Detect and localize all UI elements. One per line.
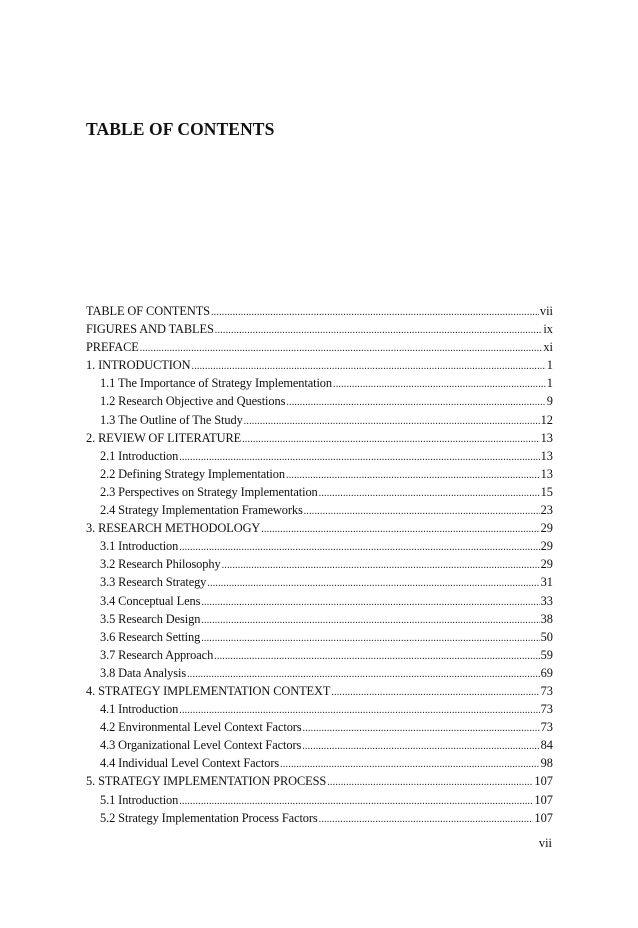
toc-entry-page: 98 [540,756,553,771]
toc-entry-page: 50 [540,629,553,644]
toc-entry-page: 73 [540,702,553,717]
toc-entry-title: 2.1 Introduction [100,448,179,463]
dot-leader [302,738,539,756]
toc-entry-title: 3. RESEARCH METHODOLOGY [86,521,261,536]
dot-leader [211,304,539,322]
dot-leader [201,630,539,648]
toc-entry [86,374,553,392]
dot-leader [179,539,539,557]
toc-entry-title: 5.2 Strategy Implementation Process Factors [100,810,318,825]
toc-entry-page: 29 [540,557,553,572]
dot-leader [319,485,540,503]
dot-leader [304,503,540,521]
dot-leader [319,811,534,829]
toc-entry-title: 5. STRATEGY IMPLEMENTATION PROCESS [86,774,327,789]
toc-entry-title: 3.3 Research Strategy [100,575,207,590]
toc-entry-page: 107 [534,792,553,807]
toc-entry [86,809,553,827]
toc-entry [86,465,553,483]
toc-entry [86,320,553,338]
toc-entry-title: 3.4 Conceptual Lens [100,593,201,608]
toc-entry-page: 33 [540,593,553,608]
toc-entry-title: PREFACE [86,340,139,355]
toc-entry-page: 73 [540,720,553,735]
toc-entry [86,772,553,790]
toc-entry-title: 2.3 Perspectives on Strategy Implementation [100,484,318,499]
toc-entry-title: 4.3 Organizational Level Context Factors [100,738,302,753]
dot-leader [327,774,533,792]
toc-entry-page: 73 [540,683,553,698]
toc-entry-title: TABLE OF CONTENTS [86,304,210,318]
toc-entry-title: 4. STRATEGY IMPLEMENTATION CONTEXT [86,683,331,698]
toc-entry [86,610,553,628]
dot-leader [242,431,540,449]
toc-entry [86,682,553,700]
dot-leader [214,648,539,666]
toc-entry-page: 31 [540,575,553,590]
dot-leader [303,720,540,738]
toc-entry-page: 13 [540,466,553,481]
dot-leader [331,684,539,702]
toc-entry-title: 2.4 Strategy Implementation Frameworks [100,503,303,518]
toc-entry-title: 3.5 Research Design [100,611,201,626]
toc-entry-page: 1 [546,358,553,373]
dot-leader [140,340,543,358]
toc-entry [86,718,553,736]
dot-leader [286,394,545,412]
toc-entry [86,555,553,573]
toc-entry [86,592,553,610]
dot-leader [261,521,539,539]
toc-entry-page: 13 [540,448,553,463]
toc-entry-title: 3.8 Data Analysis [100,665,187,680]
toc-entry [86,483,553,501]
toc-entry [86,501,553,519]
toc-entry [86,700,553,718]
toc-entry-page: 69 [540,665,553,680]
toc-entry [86,573,553,591]
toc-entry-title: 4.1 Introduction [100,702,179,717]
toc-entry [86,646,553,664]
toc-entry-page: 15 [540,484,553,499]
dot-leader [201,612,539,630]
toc-entry-page: 23 [540,503,553,518]
toc-entry [86,664,553,682]
toc-entry-title: 3.2 Research Philosophy [100,557,221,572]
toc-entry [86,537,553,555]
toc-entry-title: 3.1 Introduction [100,539,179,554]
toc-entry [86,392,553,410]
toc-entry-title: 1.2 Research Objective and Questions [100,394,286,409]
toc-entry-page: vii [539,304,553,318]
toc-entry [86,754,553,772]
toc-entry-title: 3.7 Research Approach [100,647,214,662]
toc-entry-page: 9 [546,394,553,409]
toc-entry-page: 1 [546,376,553,391]
toc-entry-title: 5.1 Introduction [100,792,179,807]
toc-entry-page: 107 [534,774,553,789]
toc-entry-title: 1. INTRODUCTION [86,358,191,373]
toc-entry [86,338,553,356]
page-number: vii [538,836,552,850]
toc-entry [86,447,553,465]
toc-entry-title: 1.1 The Importance of Strategy Implementation [100,376,332,391]
toc-entry-title: 4.4 Individual Level Context Factors [100,756,280,771]
dot-leader [222,557,540,575]
dot-leader [333,376,546,394]
toc-entry-page: 29 [540,521,553,536]
toc-entry-page: 12 [540,412,553,427]
toc-entry-title: 3.6 Research Setting [100,629,201,644]
toc-entry [86,519,553,537]
toc-entry-title: 1.3 The Outline of The Study [100,412,243,427]
dot-leader [215,322,543,340]
toc-entry [86,736,553,754]
dot-leader [244,413,540,431]
toc-entry [86,411,553,429]
toc-entry-title: 4.2 Environmental Level Context Factors [100,720,302,735]
toc-entry [86,791,553,809]
table-of-contents [86,302,553,827]
dot-leader [201,594,539,612]
toc-entry [86,429,553,447]
dot-leader [286,467,540,485]
page-heading: TABLE OF CONTENTS [86,119,275,139]
toc-entry [86,356,553,374]
toc-entry-page: ix [543,322,553,337]
toc-entry-page: 38 [540,611,553,626]
toc-entry [86,302,553,320]
toc-entry-page: 84 [540,738,553,753]
toc-entry-page: xi [543,340,553,355]
toc-entry [86,628,553,646]
toc-entry-title: FIGURES AND TABLES [86,322,214,337]
toc-entry-page: 107 [534,810,553,825]
dot-leader [207,575,539,593]
toc-entry-title: 2.2 Defining Strategy Implementation [100,466,285,481]
toc-entry-page: 59 [540,647,553,662]
toc-entry-title: 2. REVIEW OF LITERATURE [86,430,242,445]
toc-entry-page: 13 [540,430,553,445]
toc-entry-page: 29 [540,539,553,554]
